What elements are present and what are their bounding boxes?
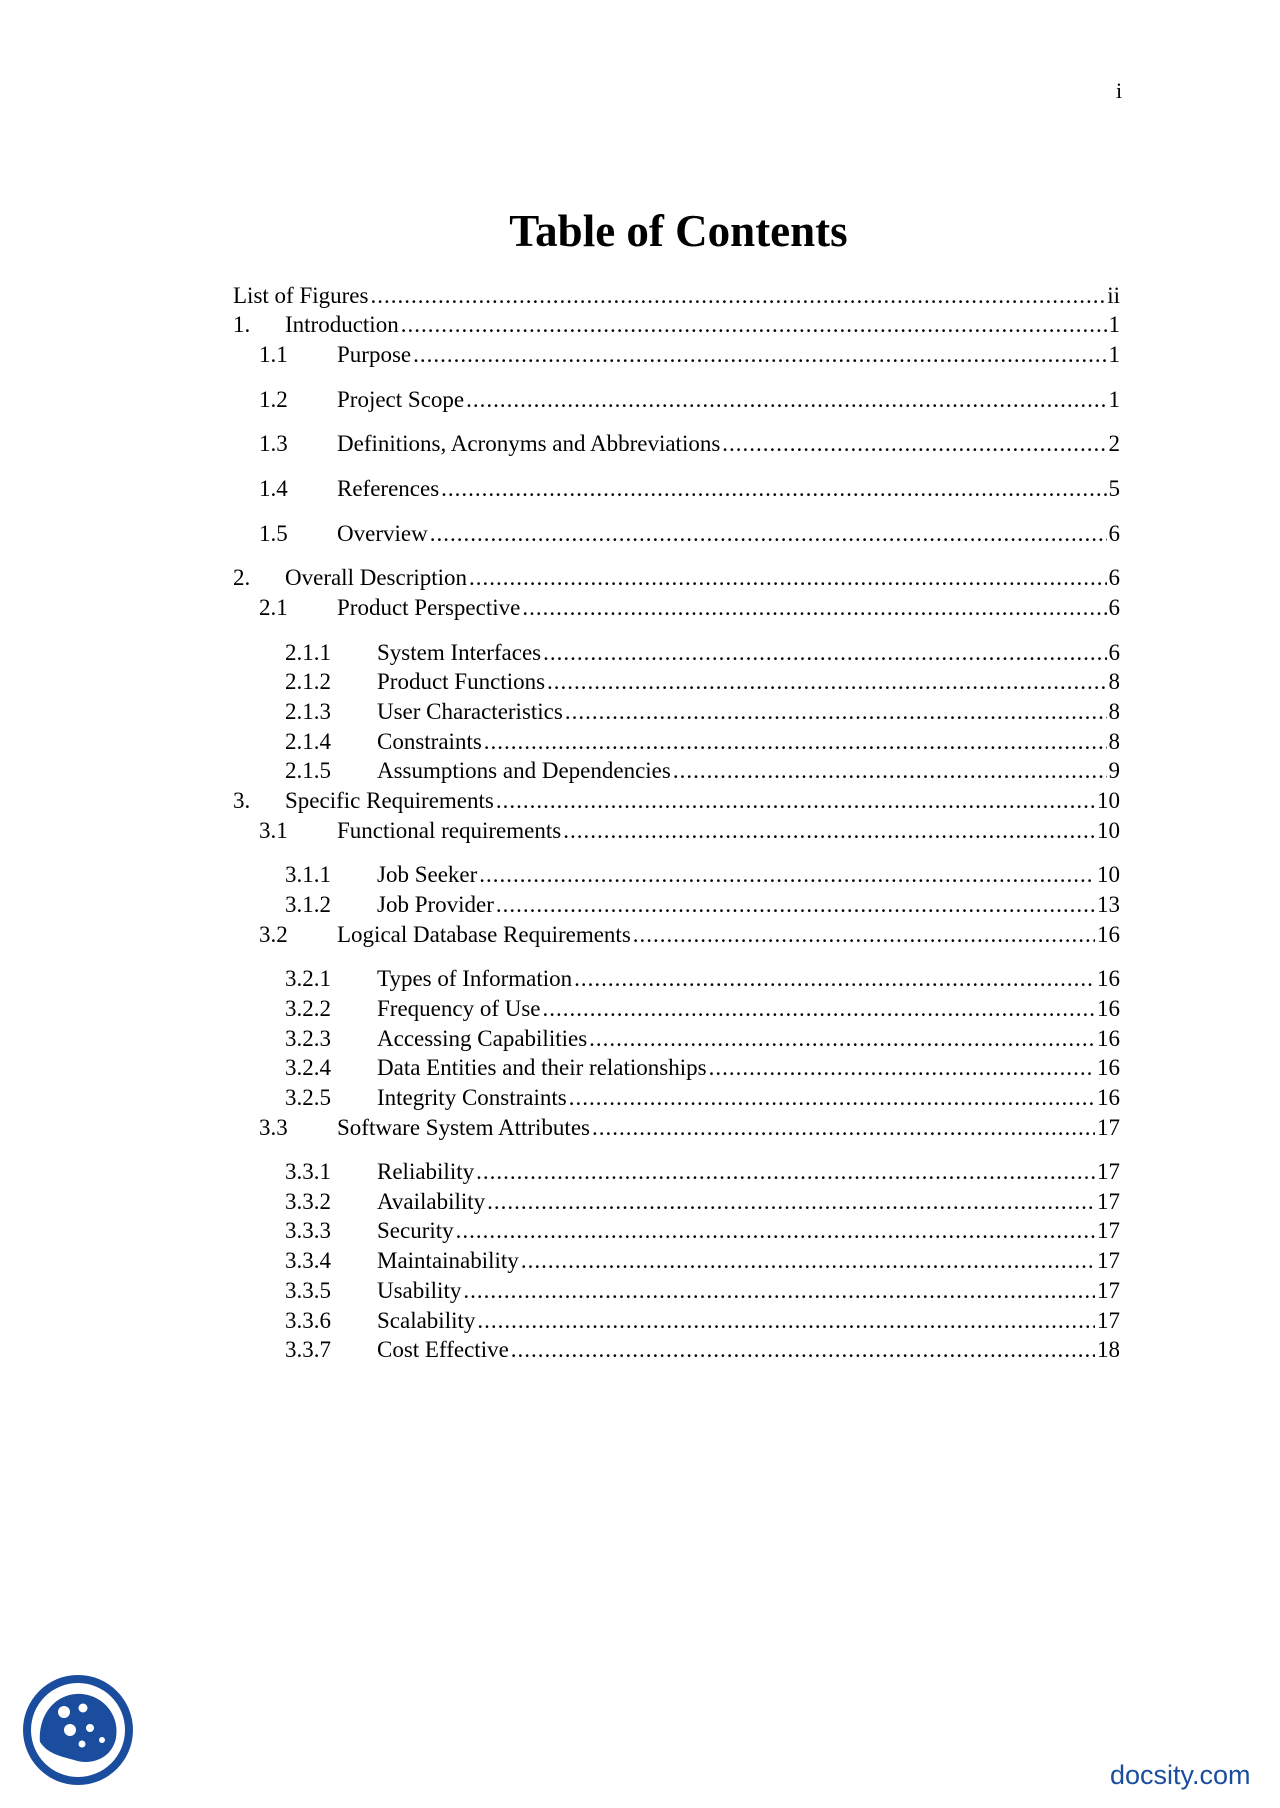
dot-leader: [633, 920, 1095, 950]
toc-entry-title: Constraints: [377, 729, 482, 754]
toc-entry-number: 1.: [233, 312, 251, 337]
toc-entry-page: 16: [1097, 996, 1120, 1021]
dot-leader: [441, 474, 1106, 504]
dot-leader: [569, 1083, 1095, 1113]
toc-entry-page: 16: [1097, 1055, 1120, 1080]
toc-entry-page: ii: [1107, 283, 1120, 308]
toc-entry-number: 3.2.5: [285, 1085, 331, 1110]
toc-entry-title: Availability: [377, 1189, 486, 1214]
toc-entry-page: 6: [1108, 640, 1120, 665]
toc-entry-page: 8: [1108, 729, 1120, 754]
toc-entry-usability[interactable]: [285, 1276, 1120, 1306]
toc-entry-reliability[interactable]: [285, 1157, 1120, 1187]
toc-entry-title: User Characteristics: [377, 699, 563, 724]
toc-entry-data-entities[interactable]: [285, 1053, 1120, 1083]
toc-entry-title: Job Seeker: [377, 862, 478, 887]
toc-entry-page: 5: [1108, 476, 1120, 501]
dot-leader: [413, 340, 1106, 370]
docsity-logo-graphic: [20, 1672, 136, 1788]
toc-entry-types-of-information[interactable]: [285, 964, 1120, 994]
dot-leader: [565, 697, 1107, 727]
dot-leader: [543, 994, 1095, 1024]
toc-entry-page: 1: [1108, 312, 1120, 337]
toc-entry-title: Specific Requirements: [285, 788, 494, 813]
toc-entry-frequency-of-use[interactable]: [285, 994, 1120, 1024]
toc-entry-title: System Interfaces: [377, 640, 542, 665]
dot-leader: [469, 563, 1106, 593]
toc-entry-number: 3.3.3: [285, 1218, 331, 1243]
toc-entry-title: Reliability: [377, 1159, 475, 1184]
toc-entry-page: 6: [1108, 521, 1120, 546]
page-title: Table of Contents: [509, 206, 848, 256]
toc-entry-page: 10: [1097, 818, 1120, 843]
toc-entry-page: 10: [1097, 862, 1120, 887]
toc-entry-user-characteristics[interactable]: [285, 697, 1120, 727]
toc-entry-title: Data Entities and their relationships: [377, 1055, 707, 1080]
toc-entry-software-system-attributes[interactable]: [259, 1113, 1120, 1143]
toc-entry-page: 2: [1108, 431, 1120, 456]
toc-entry-page: 18: [1097, 1337, 1120, 1362]
toc-entry-purpose[interactable]: [259, 340, 1120, 370]
dot-leader: [477, 1306, 1095, 1336]
toc-entry-title: List of Figures: [233, 283, 369, 308]
dot-leader: [722, 429, 1106, 459]
toc-entry-page: 8: [1108, 699, 1120, 724]
toc-entry-title: Types of Information: [377, 966, 573, 991]
toc-entry-title: Overview: [337, 521, 428, 546]
toc-entry-project-scope[interactable]: [259, 385, 1120, 415]
toc-entry-overall-description[interactable]: [233, 563, 1120, 593]
dot-leader: [673, 756, 1107, 786]
toc-entry-page: 1: [1108, 342, 1120, 367]
toc-entry-cost-effective[interactable]: [285, 1335, 1120, 1365]
toc-entry-functional-requirements[interactable]: [259, 816, 1120, 846]
toc-entry-definitions[interactable]: [259, 429, 1120, 459]
toc-entry-page: 17: [1097, 1115, 1120, 1140]
toc-entry-specific-requirements[interactable]: [233, 786, 1120, 816]
toc-entry-page: 16: [1097, 966, 1120, 991]
toc-entry-page: 16: [1097, 922, 1120, 947]
toc-entry-accessing-capabilities[interactable]: [285, 1024, 1120, 1054]
toc-entry-number: 3.3.7: [285, 1337, 331, 1362]
toc-entry-availability[interactable]: [285, 1187, 1120, 1217]
toc-entry-number: 3.3.2: [285, 1189, 331, 1214]
toc-entry-title: Security: [377, 1218, 454, 1243]
toc-entry-list-of-figures[interactable]: [233, 281, 1120, 311]
toc-entry-assumptions[interactable]: [285, 756, 1120, 786]
toc-entry-title: Software System Attributes: [337, 1115, 590, 1140]
toc-entry-page: 9: [1108, 758, 1120, 783]
toc-entry-page: 17: [1097, 1189, 1120, 1214]
dot-leader: [476, 1157, 1095, 1187]
toc-entry-system-interfaces[interactable]: [285, 638, 1120, 668]
toc-entry-overview[interactable]: [259, 519, 1120, 549]
toc-entry-number: 3.2: [259, 922, 288, 947]
toc-entry-number: 2.1.4: [285, 729, 331, 754]
dot-leader: [370, 281, 1105, 311]
toc-entry-references[interactable]: [259, 474, 1120, 504]
toc-entry-title: Scalability: [377, 1308, 476, 1333]
toc-entry-number: 1.3: [259, 431, 288, 456]
dot-leader: [709, 1053, 1095, 1083]
toc-entry-title: Introduction: [285, 312, 399, 337]
toc-entry-number: 1.5: [259, 521, 288, 546]
toc-entry-number: 2.1.1: [285, 640, 331, 665]
dot-leader: [466, 385, 1106, 415]
toc-entry-title: Integrity Constraints: [377, 1085, 567, 1110]
toc-entry-product-perspective[interactable]: [259, 593, 1120, 623]
toc-entry-page: 17: [1097, 1278, 1120, 1303]
toc-entry-page: 8: [1108, 669, 1120, 694]
toc-entry-number: 3.3: [259, 1115, 288, 1140]
toc-entry-page: 17: [1097, 1248, 1120, 1273]
dot-leader: [589, 1024, 1095, 1054]
toc-entry-page: 16: [1097, 1085, 1120, 1110]
toc-entry-job-seeker[interactable]: [285, 860, 1120, 890]
dot-leader: [484, 727, 1107, 757]
toc-entry-title: Cost Effective: [377, 1337, 509, 1362]
toc-entry-number: 3.1: [259, 818, 288, 843]
toc-entry-number: 1.1: [259, 342, 288, 367]
toc-entry-title: Overall Description: [285, 565, 468, 590]
toc-entry-title: Logical Database Requirements: [337, 922, 631, 947]
toc-entry-security[interactable]: [285, 1216, 1120, 1246]
toc-entry-title: Assumptions and Dependencies: [377, 758, 671, 783]
toc-entry-number: 3.2.2: [285, 996, 331, 1021]
toc-entry-title: Project Scope: [337, 387, 465, 412]
dot-leader: [574, 964, 1095, 994]
dot-leader: [463, 1276, 1095, 1306]
toc-entry-number: 3.2.4: [285, 1055, 331, 1080]
dot-leader: [479, 860, 1095, 890]
toc-entry-title: Accessing Capabilities: [377, 1026, 588, 1051]
dot-leader: [487, 1187, 1095, 1217]
toc-entry-number: 2.1.5: [285, 758, 331, 783]
toc-entry-title: Purpose: [337, 342, 412, 367]
dot-leader: [496, 890, 1095, 920]
toc-entry-page: 17: [1097, 1308, 1120, 1333]
toc-entry-title: References: [337, 476, 440, 501]
page-number: i: [1116, 78, 1123, 103]
toc-entry-title: Maintainability: [377, 1248, 519, 1273]
dot-leader: [563, 816, 1095, 846]
toc-entry-number: 2.1.2: [285, 669, 331, 694]
toc-entry-number: 3.3.1: [285, 1159, 331, 1184]
dot-leader: [522, 593, 1106, 623]
toc-entry-title: Product Functions: [377, 669, 546, 694]
dot-leader: [401, 310, 1107, 340]
toc-entry-number: 2.: [233, 565, 251, 590]
toc-entry-title: Functional requirements: [337, 818, 562, 843]
toc-entry-title: Frequency of Use: [377, 996, 541, 1021]
toc-entry-page: 17: [1097, 1159, 1120, 1184]
toc-entry-number: 3.1.2: [285, 892, 331, 917]
toc-entry-page: 1: [1108, 387, 1120, 412]
toc-entry-page: 16: [1097, 1026, 1120, 1051]
dot-leader: [521, 1246, 1095, 1276]
toc-entry-number: 3.3.5: [285, 1278, 331, 1303]
toc-entry-number: 1.2: [259, 387, 288, 412]
toc-entry-number: 3.3.4: [285, 1248, 331, 1273]
toc-entry-page: 13: [1097, 892, 1120, 917]
toc-entry-title: Product Perspective: [337, 595, 521, 620]
dot-leader: [543, 638, 1106, 668]
dot-leader: [547, 667, 1106, 697]
toc-entry-page: 17: [1097, 1218, 1120, 1243]
toc-entry-title: Usability: [377, 1278, 462, 1303]
toc-entry-scalability[interactable]: [285, 1306, 1120, 1336]
toc-entry-page: 10: [1097, 788, 1120, 813]
toc-entry-page: 6: [1108, 595, 1120, 620]
toc-entry-number: 2.1.3: [285, 699, 331, 724]
toc-entry-number: 2.1: [259, 595, 288, 620]
dot-leader: [511, 1335, 1095, 1365]
toc-entry-page: 6: [1108, 565, 1120, 590]
dot-leader: [456, 1216, 1095, 1246]
toc-entry-logical-database[interactable]: [259, 920, 1120, 950]
toc-entry-title: Job Provider: [377, 892, 494, 917]
toc-entry-job-provider[interactable]: [285, 890, 1120, 920]
toc-entry-number: 3.2.1: [285, 966, 331, 991]
toc-entry-number: 1.4: [259, 476, 288, 501]
toc-entry-integrity-constraints[interactable]: [285, 1083, 1120, 1113]
toc-entry-constraints[interactable]: [285, 727, 1120, 757]
dot-leader: [496, 786, 1095, 816]
dot-leader: [430, 519, 1107, 549]
docsity-logo-icon[interactable]: [20, 1672, 136, 1788]
toc-entry-number: 3.: [233, 788, 251, 813]
toc-entry-number: 3.1.1: [285, 862, 331, 887]
toc-entry-number: 3.2.3: [285, 1026, 331, 1051]
docsity-brand-link[interactable]: docsity.com: [1110, 1760, 1251, 1790]
toc-entry-product-functions[interactable]: [285, 667, 1120, 697]
toc-entry-title: Definitions, Acronyms and Abbreviations: [337, 431, 721, 456]
toc-entry-maintainability[interactable]: [285, 1246, 1120, 1276]
toc-entry-number: 3.3.6: [285, 1308, 331, 1333]
toc-entry-introduction[interactable]: [233, 310, 1120, 340]
dot-leader: [592, 1113, 1095, 1143]
